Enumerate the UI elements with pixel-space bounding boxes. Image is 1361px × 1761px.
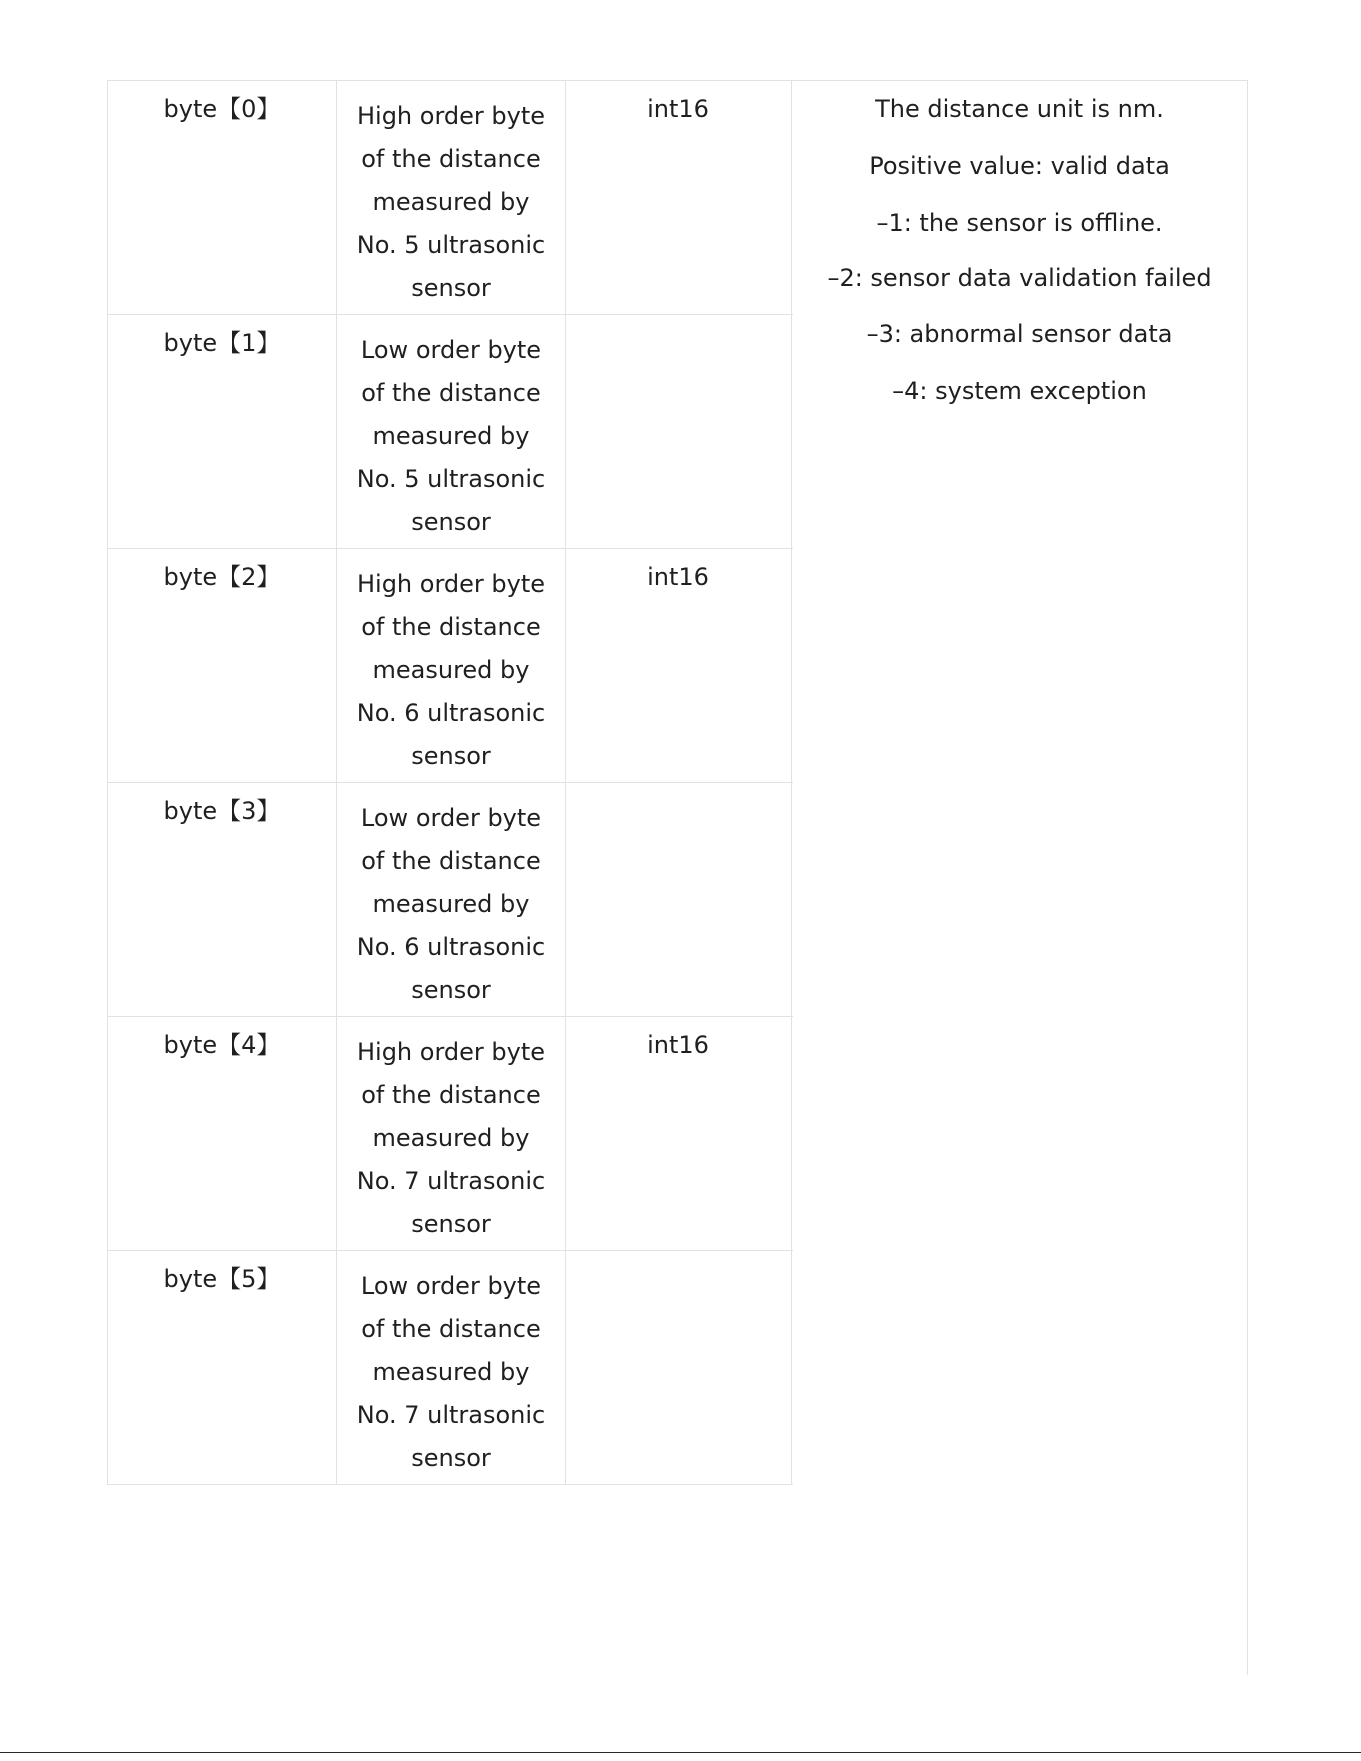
type-label: int16 <box>647 95 709 123</box>
byte-index-cell: byte【0】 <box>108 81 337 314</box>
byte-index-cell: byte【3】 <box>108 783 337 1016</box>
remark-line: Positive value: valid data <box>869 151 1170 180</box>
byte-index-cell: byte【5】 <box>108 1251 337 1484</box>
type-cell <box>565 549 792 1017</box>
type-cell <box>565 81 792 549</box>
remark-line: –1: the sensor is offline. <box>876 208 1163 237</box>
page-bottom-rule <box>0 1752 1361 1753</box>
byte-description-cell: Low order byte of the distance measured by No. 7 ultrasonic sensor <box>337 1251 566 1484</box>
type-label: int16 <box>647 1031 709 1059</box>
byte-description-cell: High order byte of the distance measured by No. 5 ultrasonic sensor <box>337 81 566 314</box>
byte-description-cell: Low order byte of the distance measured by No. 5 ultrasonic sensor <box>337 315 566 548</box>
byte-index-cell: byte【4】 <box>108 1017 337 1250</box>
remark-line: –3: abnormal sensor data <box>866 320 1173 349</box>
byte-description-cell: High order byte of the distance measured by No. 7 ultrasonic sensor <box>337 1017 566 1250</box>
byte-description-cell: High order byte of the distance measured by No. 6 ultrasonic sensor <box>337 549 566 782</box>
remarks-cell <box>792 80 1248 1675</box>
type-cell <box>565 1017 792 1485</box>
type-label: int16 <box>647 563 709 591</box>
byte-description-cell: Low order byte of the distance measured by No. 6 ultrasonic sensor <box>337 783 566 1016</box>
remark-line: –2: sensor data validation failed <box>827 264 1212 293</box>
remark-line: –4: system exception <box>892 376 1147 405</box>
byte-index-cell: byte【2】 <box>108 549 337 782</box>
byte-index-cell: byte【1】 <box>108 315 337 548</box>
remark-line: The distance unit is nm. <box>875 95 1164 123</box>
